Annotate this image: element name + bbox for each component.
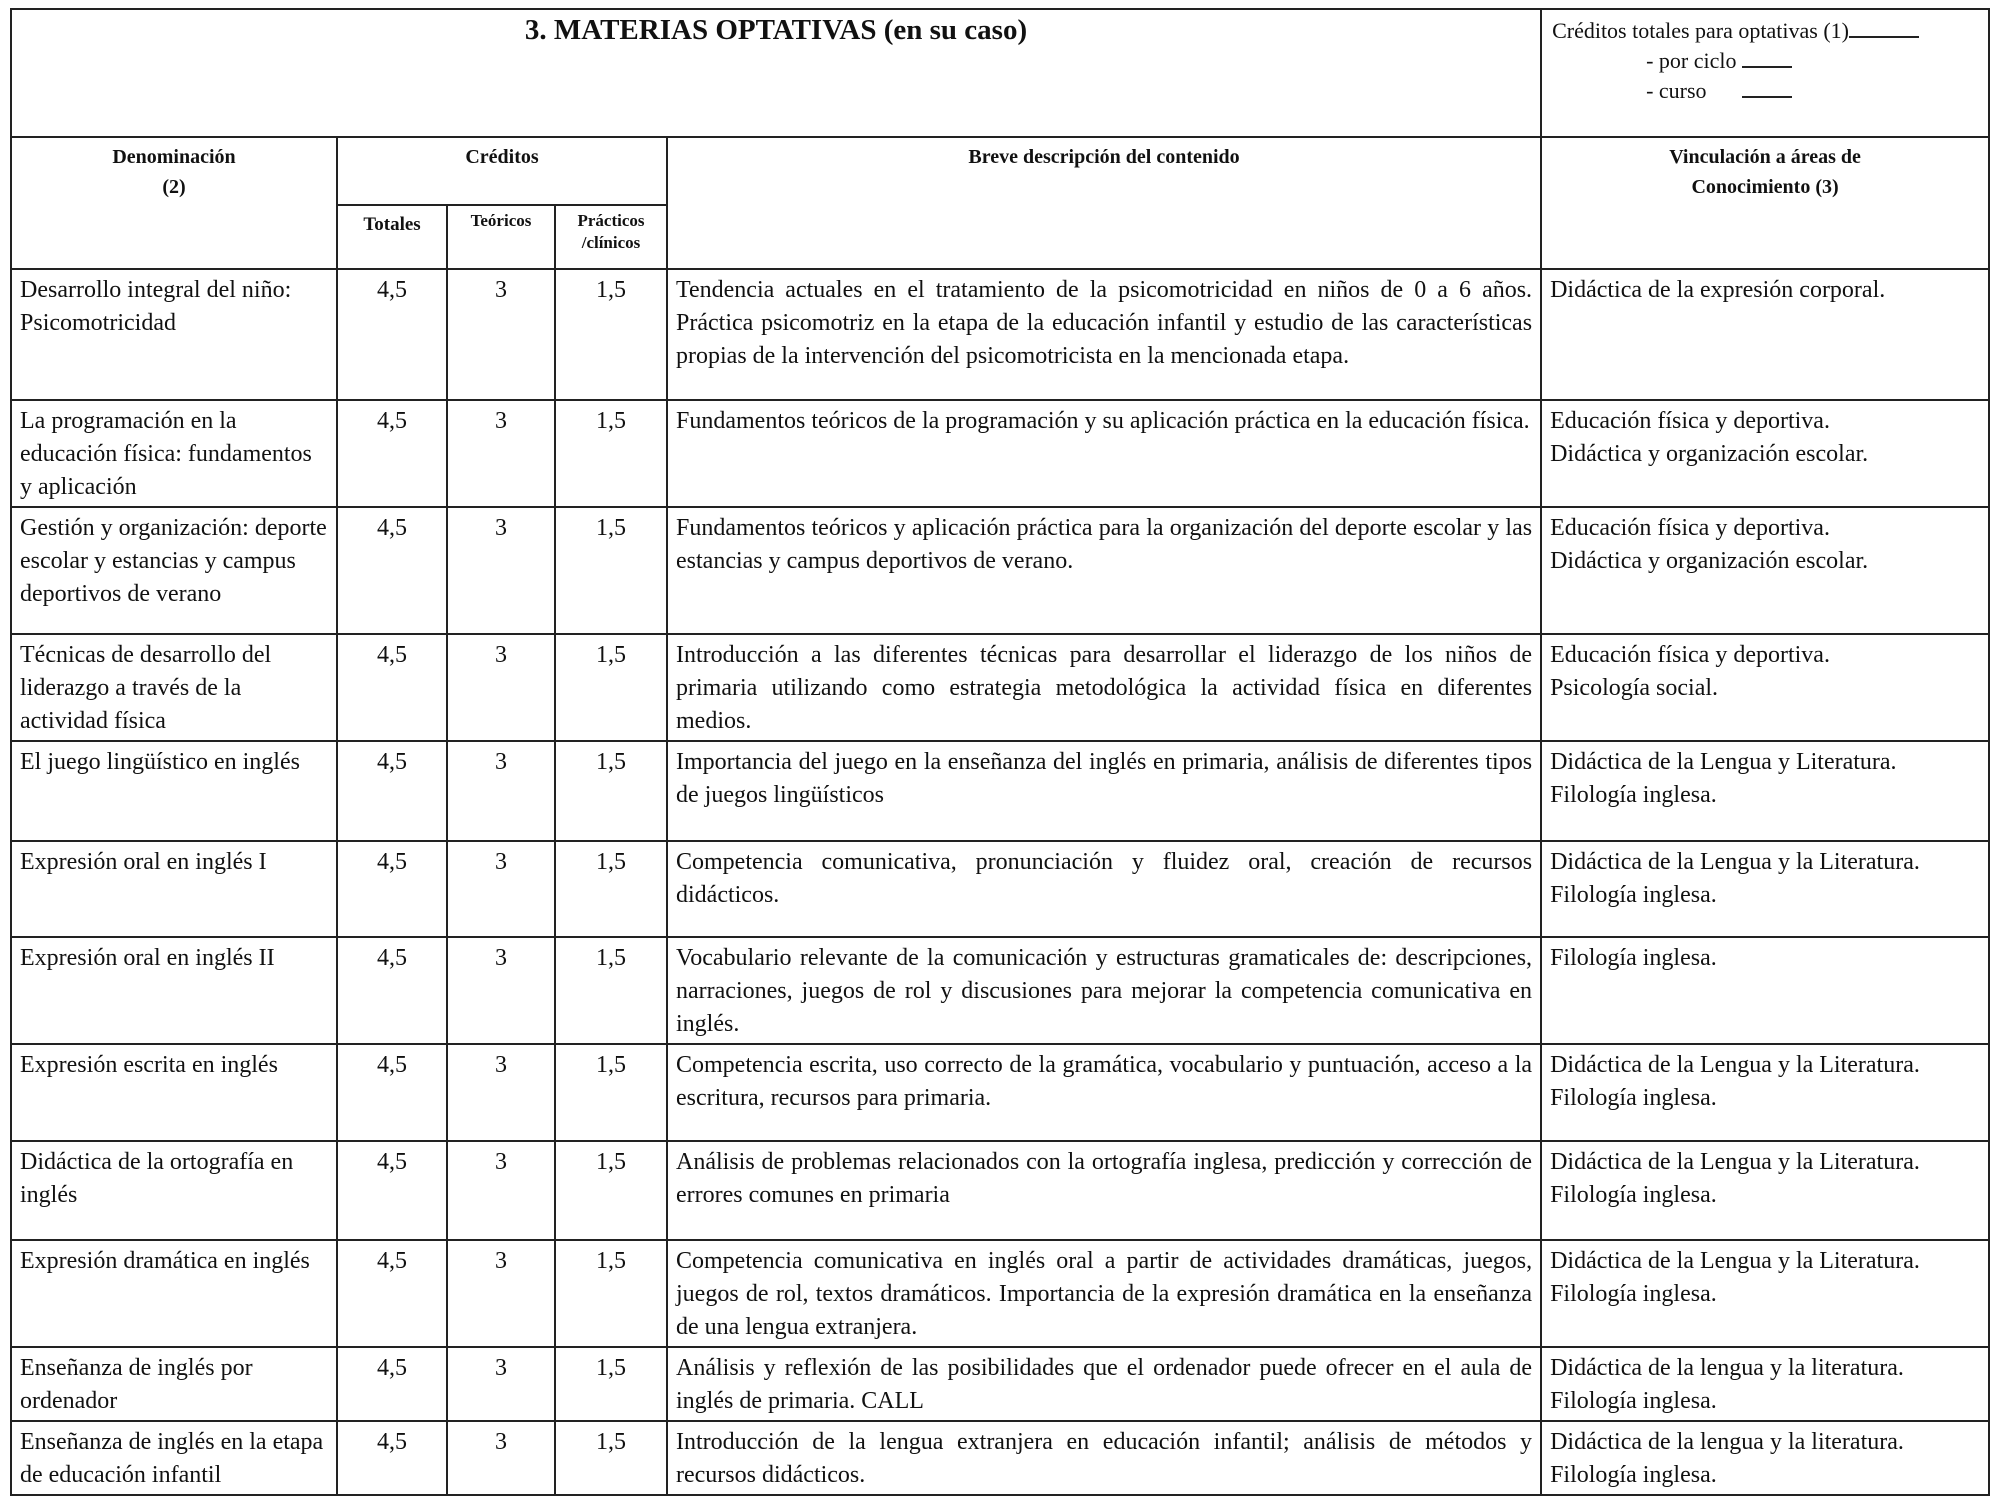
subject-name: Enseñanza de inglés en la etapa de educación infantil: [11, 1421, 337, 1495]
knowledge-areas: [1541, 1141, 1989, 1240]
knowledge-areas: [1541, 269, 1989, 400]
area-item: Filología inglesa.: [1550, 882, 1717, 908]
table-row: [11, 1347, 1989, 1421]
content-description: Competencia comunicativa en inglés oral a partir de actividades dramáticas, juegos, juegos de rol, textos dramáticos. Importancia de la expresión dramática en la enseñanza de una lengua extranjera.: [667, 1240, 1541, 1347]
credits-total-blank[interactable]: [1849, 16, 1919, 38]
credits-teoricos: 3: [447, 841, 555, 937]
col-practicos: Prácticos /clínicos: [555, 205, 667, 269]
table-row: [11, 741, 1989, 841]
document-page: [10, 8, 1988, 1496]
area-item: Educación física y deportiva.: [1550, 642, 1830, 668]
table-row: [11, 841, 1989, 937]
credits-practicos: 1,5: [555, 634, 667, 741]
table-row: [11, 400, 1989, 507]
credits-practicos: 1,5: [555, 937, 667, 1044]
knowledge-areas: [1541, 1044, 1989, 1141]
credits-totales: 4,5: [337, 937, 447, 1044]
subject-name: Expresión oral en inglés I: [11, 841, 337, 937]
subject-name: Enseñanza de inglés por ordenador: [11, 1347, 337, 1421]
subject-name: Expresión dramática en inglés: [11, 1240, 337, 1347]
section-title: 3. MATERIAS OPTATIVAS (en su caso): [11, 9, 1541, 137]
subject-name: Expresión oral en inglés II: [11, 937, 337, 1044]
area-item: Filología inglesa.: [1550, 782, 1717, 808]
subject-name: La programación en la educación física: fundamentos y aplicación: [11, 400, 337, 507]
credits-summary: Créditos totales para optativas (1) - por ciclo - curso: [1541, 9, 1989, 137]
knowledge-areas: [1541, 841, 1989, 937]
credits-teoricos: 3: [447, 741, 555, 841]
area-item: Filología inglesa.: [1550, 945, 1717, 971]
credits-teoricos: 3: [447, 400, 555, 507]
knowledge-areas: [1541, 507, 1989, 634]
col-totales: Totales: [337, 205, 447, 269]
table-row: [11, 1141, 1989, 1240]
content-description: Importancia del juego en la enseñanza del inglés en primaria, análisis de diferentes tipos de juegos lingüísticos: [667, 741, 1541, 841]
knowledge-areas: [1541, 634, 1989, 741]
knowledge-areas: [1541, 400, 1989, 507]
content-description: Fundamentos teóricos y aplicación práctica para la organización del deporte escolar y las estancias y campus deportivos de verano.: [667, 507, 1541, 634]
area-item: Filología inglesa.: [1550, 1462, 1717, 1488]
area-item: Filología inglesa.: [1550, 1085, 1717, 1111]
credits-totales: 4,5: [337, 1044, 447, 1141]
area-item: Didáctica de la Lengua y la Literatura.: [1550, 1052, 1920, 1078]
table-row: [11, 269, 1989, 400]
area-item: Filología inglesa.: [1550, 1388, 1717, 1414]
content-description: Análisis de problemas relacionados con la ortografía inglesa, predicción y corrección de errores comunes en primaria: [667, 1141, 1541, 1240]
credits-teoricos: 3: [447, 937, 555, 1044]
subject-name: Didáctica de la ortografía en inglés: [11, 1141, 337, 1240]
header-row: [11, 9, 1989, 137]
knowledge-areas: [1541, 1421, 1989, 1495]
content-description: Competencia comunicativa, pronunciación y fluidez oral, creación de recursos didácticos.: [667, 841, 1541, 937]
col-denominacion: Denominación (2): [11, 137, 337, 269]
credits-practicos: 1,5: [555, 400, 667, 507]
knowledge-areas: [1541, 1347, 1989, 1421]
credits-totales: 4,5: [337, 1421, 447, 1495]
credits-totales: 4,5: [337, 634, 447, 741]
curso-blank[interactable]: [1742, 76, 1792, 98]
credits-practicos: 1,5: [555, 269, 667, 400]
credits-practicos: 1,5: [555, 1421, 667, 1495]
area-item: Filología inglesa.: [1550, 1182, 1717, 1208]
content-description: Análisis y reflexión de las posibilidades que el ordenador puede ofrecer en el aula de inglés de primaria. CALL: [667, 1347, 1541, 1421]
credits-totales: 4,5: [337, 507, 447, 634]
area-item: Didáctica y organización escolar.: [1550, 548, 1869, 574]
por-ciclo-blank[interactable]: [1742, 46, 1792, 68]
area-item: Didáctica de la Lengua y la Literatura.: [1550, 1149, 1920, 1175]
content-description: Competencia escrita, uso correcto de la gramática, vocabulario y puntuación, acceso a la escritura, recursos para primaria.: [667, 1044, 1541, 1141]
credits-teoricos: 3: [447, 1347, 555, 1421]
credits-teoricos: 3: [447, 1421, 555, 1495]
credits-totales: 4,5: [337, 1347, 447, 1421]
table-row: [11, 507, 1989, 634]
credits-teoricos: 3: [447, 1044, 555, 1141]
area-item: Psicología social.: [1550, 675, 1719, 701]
credits-teoricos: 3: [447, 1141, 555, 1240]
table-row: [11, 1044, 1989, 1141]
area-item: Didáctica de la Lengua y la Literatura.: [1550, 849, 1920, 875]
credits-practicos: 1,5: [555, 1044, 667, 1141]
credits-teoricos: 3: [447, 507, 555, 634]
credits-practicos: 1,5: [555, 841, 667, 937]
credits-practicos: 1,5: [555, 1347, 667, 1421]
knowledge-areas: [1541, 1240, 1989, 1347]
credits-practicos: 1,5: [555, 741, 667, 841]
content-description: Vocabulario relevante de la comunicación y estructuras gramaticales de: descripciones, narraciones, juegos de rol y discusiones para mejorar la competencia comunicativa en inglés.: [667, 937, 1541, 1044]
table-row: [11, 1240, 1989, 1347]
col-vinculacion: Vinculación a áreas de Conocimiento (3): [1541, 137, 1989, 269]
subject-name: Técnicas de desarrollo del liderazgo a través de la actividad física: [11, 634, 337, 741]
col-descripcion: Breve descripción del contenido: [667, 137, 1541, 269]
area-item: Filología inglesa.: [1550, 1281, 1717, 1307]
credits-totales: 4,5: [337, 1240, 447, 1347]
area-item: Didáctica de la Lengua y la Literatura.: [1550, 1248, 1920, 1274]
knowledge-areas: [1541, 741, 1989, 841]
col-teoricos: Teóricos: [447, 205, 555, 269]
col-creditos: Créditos: [337, 137, 667, 205]
area-item: Didáctica de la lengua y la literatura.: [1550, 1429, 1904, 1455]
content-description: Introducción a las diferentes técnicas para desarrollar el liderazgo de los niños de primaria utilizando como estrategia metodológica la actividad física en diferentes medios.: [667, 634, 1541, 741]
table-row: [11, 1421, 1989, 1495]
credits-practicos: 1,5: [555, 507, 667, 634]
optativas-table: [10, 8, 1990, 1496]
area-item: Didáctica de la expresión corporal.: [1550, 277, 1886, 303]
area-item: Educación física y deportiva.: [1550, 515, 1830, 541]
table-row: [11, 937, 1989, 1044]
subject-name: Expresión escrita en inglés: [11, 1044, 337, 1141]
credits-totales: 4,5: [337, 741, 447, 841]
knowledge-areas: [1541, 937, 1989, 1044]
credits-practicos: 1,5: [555, 1141, 667, 1240]
subject-name: Gestión y organización: deporte escolar y estancias y campus deportivos de verano: [11, 507, 337, 634]
credits-teoricos: 3: [447, 634, 555, 741]
area-item: Educación física y deportiva.: [1550, 408, 1830, 434]
content-description: Introducción de la lengua extranjera en educación infantil; análisis de métodos y recursos didácticos.: [667, 1421, 1541, 1495]
credits-practicos: 1,5: [555, 1240, 667, 1347]
credits-totales: 4,5: [337, 269, 447, 400]
area-item: Didáctica y organización escolar.: [1550, 441, 1869, 467]
area-item: Didáctica de la Lengua y Literatura.: [1550, 749, 1897, 775]
credits-teoricos: 3: [447, 269, 555, 400]
column-header-row: [11, 137, 1989, 205]
content-description: Tendencia actuales en el tratamiento de la psicomotricidad en niños de 0 a 6 años. Práctica psicomotriz en la etapa de la educación infantil y estudio de las características propias de la intervención del psicomotricista en la mencionada etapa.: [667, 269, 1541, 400]
table-row: [11, 634, 1989, 741]
area-item: Didáctica de la lengua y la literatura.: [1550, 1355, 1904, 1381]
credits-totales: 4,5: [337, 400, 447, 507]
subject-name: El juego lingüístico en inglés: [11, 741, 337, 841]
subject-name: Desarrollo integral del niño: Psicomotricidad: [11, 269, 337, 400]
content-description: Fundamentos teóricos de la programación y su aplicación práctica en la educación física.: [667, 400, 1541, 507]
credits-totales: 4,5: [337, 841, 447, 937]
credits-teoricos: 3: [447, 1240, 555, 1347]
credits-totales: 4,5: [337, 1141, 447, 1240]
